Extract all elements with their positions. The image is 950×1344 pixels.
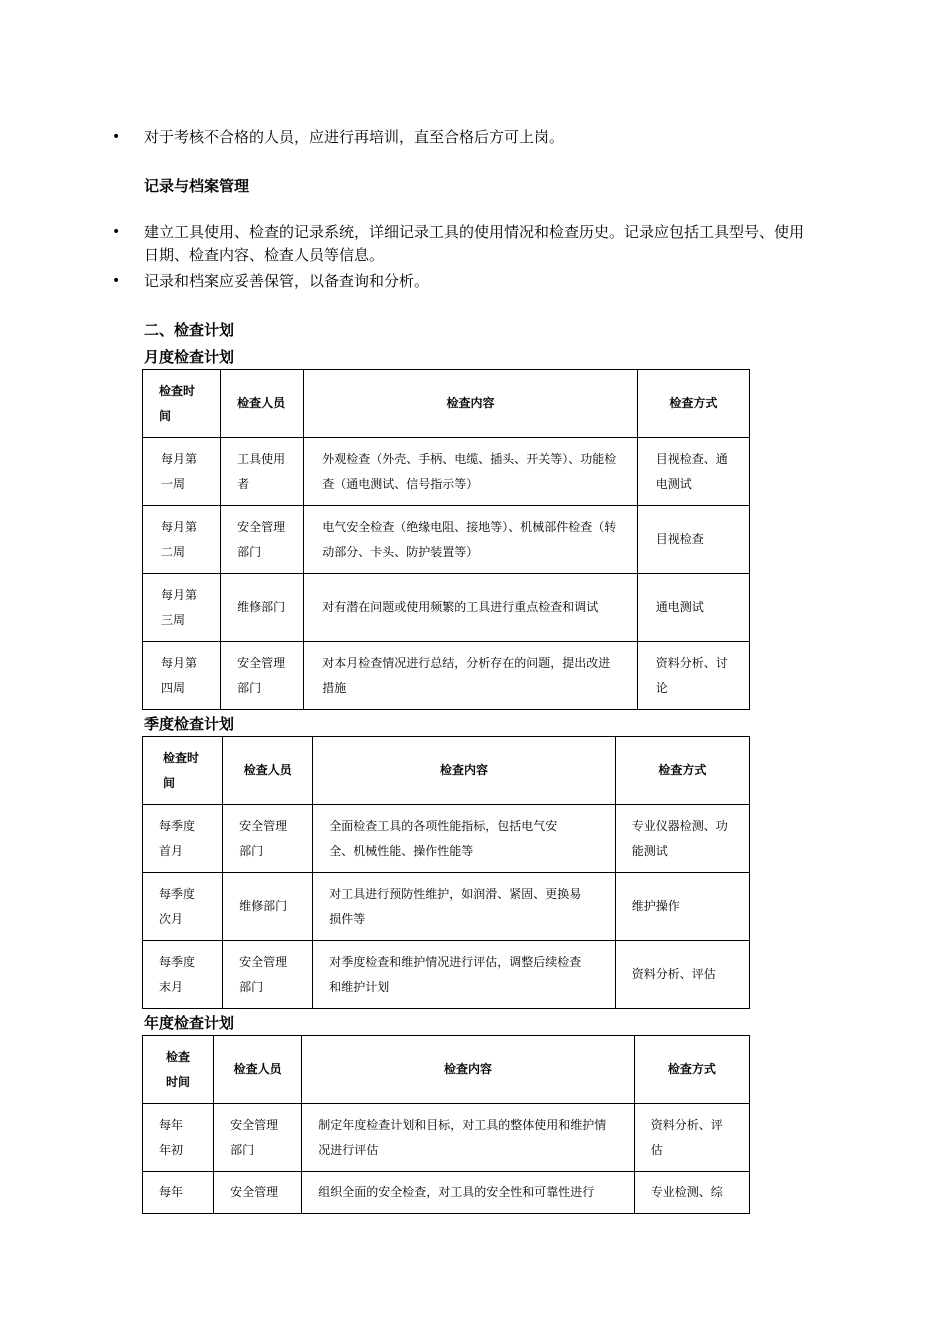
quarterly-plan-title: 季度检查计划 bbox=[144, 715, 235, 733]
header-staff: 检查人员 bbox=[221, 370, 304, 438]
cell-staff: 安全管理部门 bbox=[223, 941, 313, 1009]
bullet-icon: • bbox=[112, 224, 121, 240]
cell-time: 每季度末月 bbox=[143, 941, 223, 1009]
cell-staff: 安全管理部门 bbox=[221, 642, 304, 710]
cell-time: 每年 bbox=[143, 1172, 214, 1214]
section-heading-plan: 二、检查计划 bbox=[144, 321, 235, 339]
header-content: 检查内容 bbox=[313, 737, 615, 805]
section-heading-records: 记录与档案管理 bbox=[144, 177, 250, 195]
cell-content: 组织全面的安全检查，对工具的安全性和可靠性进行 bbox=[302, 1172, 635, 1214]
table-row bbox=[143, 506, 750, 574]
header-content: 检查内容 bbox=[304, 370, 638, 438]
cell-time: 每季度次月 bbox=[143, 873, 223, 941]
cell-time: 每月第二周 bbox=[143, 506, 221, 574]
cell-time: 每月第三周 bbox=[143, 574, 221, 642]
cell-method: 目视检查 bbox=[637, 506, 749, 574]
list-item bbox=[112, 126, 812, 150]
header-staff: 检查人员 bbox=[223, 737, 313, 805]
bullet-text: 记录和档案应妥善保管，以备查询和分析。 bbox=[144, 272, 430, 290]
cell-method: 专业仪器检测、功能测试 bbox=[615, 805, 749, 873]
annual-plan-table bbox=[142, 1035, 750, 1214]
bullet-text: 对于考核不合格的人员，应进行再培训，直至合格后方可上岗。 bbox=[144, 128, 565, 146]
cell-time: 每月第四周 bbox=[143, 642, 221, 710]
list-item bbox=[112, 270, 812, 294]
cell-method: 通电测试 bbox=[637, 574, 749, 642]
bullet-icon: • bbox=[112, 129, 121, 145]
cell-method: 目视检查、通电测试 bbox=[637, 438, 749, 506]
cell-content: 全面检查工具的各项性能指标，包括电气安全、机械性能、操作性能等 bbox=[313, 805, 615, 873]
cell-method: 资料分析、讨论 bbox=[637, 642, 749, 710]
cell-time: 每年年初 bbox=[143, 1104, 214, 1172]
cell-method: 资料分析、评估 bbox=[634, 1104, 749, 1172]
header-method: 检查方式 bbox=[615, 737, 749, 805]
header-method: 检查方式 bbox=[634, 1036, 749, 1104]
table-row bbox=[143, 574, 750, 642]
cell-method: 资料分析、评估 bbox=[615, 941, 749, 1009]
header-staff: 检查人员 bbox=[214, 1036, 302, 1104]
cell-time: 每月第一周 bbox=[143, 438, 221, 506]
table-row bbox=[143, 1104, 750, 1172]
cell-content: 对有潜在问题或使用频繁的工具进行重点检查和调试 bbox=[304, 574, 638, 642]
cell-content: 制定年度检查计划和目标，对工具的整体使用和维护情况进行评估 bbox=[302, 1104, 635, 1172]
table-row bbox=[143, 941, 750, 1009]
bullet-icon: • bbox=[112, 273, 121, 289]
header-method: 检查方式 bbox=[637, 370, 749, 438]
cell-content: 对本月检查情况进行总结，分析存在的问题，提出改进措施 bbox=[304, 642, 638, 710]
header-time: 检查时间 bbox=[143, 370, 221, 438]
cell-staff: 安全管理部门 bbox=[214, 1104, 302, 1172]
list-item bbox=[112, 221, 812, 269]
header-time: 检查时间 bbox=[143, 1036, 214, 1104]
header-content: 检查内容 bbox=[302, 1036, 635, 1104]
cell-content: 对工具进行预防性维护，如润滑、紧固、更换易损件等 bbox=[313, 873, 615, 941]
cell-staff: 安全管理部门 bbox=[223, 805, 313, 873]
cell-method: 维护操作 bbox=[615, 873, 749, 941]
bullet-text: 建立工具使用、检查的记录系统，详细记录工具的使用情况和检查历史。记录应包括工具型号、使用日期、检查内容、检查人员等信息。 bbox=[144, 223, 805, 264]
table-row bbox=[143, 438, 750, 506]
cell-staff: 安全管理部门 bbox=[221, 506, 304, 574]
monthly-plan-table bbox=[142, 369, 750, 710]
table-row bbox=[143, 1172, 750, 1214]
cell-staff: 工具使用者 bbox=[221, 438, 304, 506]
cell-method: 专业检测、综 bbox=[634, 1172, 749, 1214]
cell-time: 每季度首月 bbox=[143, 805, 223, 873]
quarterly-plan-table bbox=[142, 736, 750, 1009]
annual-plan-title: 年度检查计划 bbox=[144, 1014, 235, 1032]
table-row bbox=[143, 805, 750, 873]
cell-content: 外观检查（外壳、手柄、电缆、插头、开关等）、功能检查（通电测试、信号指示等） bbox=[304, 438, 638, 506]
table-row bbox=[143, 642, 750, 710]
cell-content: 电气安全检查（绝缘电阻、接地等）、机械部件检查（转动部分、卡头、防护装置等） bbox=[304, 506, 638, 574]
cell-staff: 维修部门 bbox=[223, 873, 313, 941]
table-row bbox=[143, 873, 750, 941]
monthly-plan-title: 月度检查计划 bbox=[144, 348, 235, 366]
cell-content: 对季度检查和维护情况进行评估，调整后续检查和维护计划 bbox=[313, 941, 615, 1009]
cell-staff: 安全管理 bbox=[214, 1172, 302, 1214]
cell-staff: 维修部门 bbox=[221, 574, 304, 642]
header-time: 检查时间 bbox=[143, 737, 223, 805]
